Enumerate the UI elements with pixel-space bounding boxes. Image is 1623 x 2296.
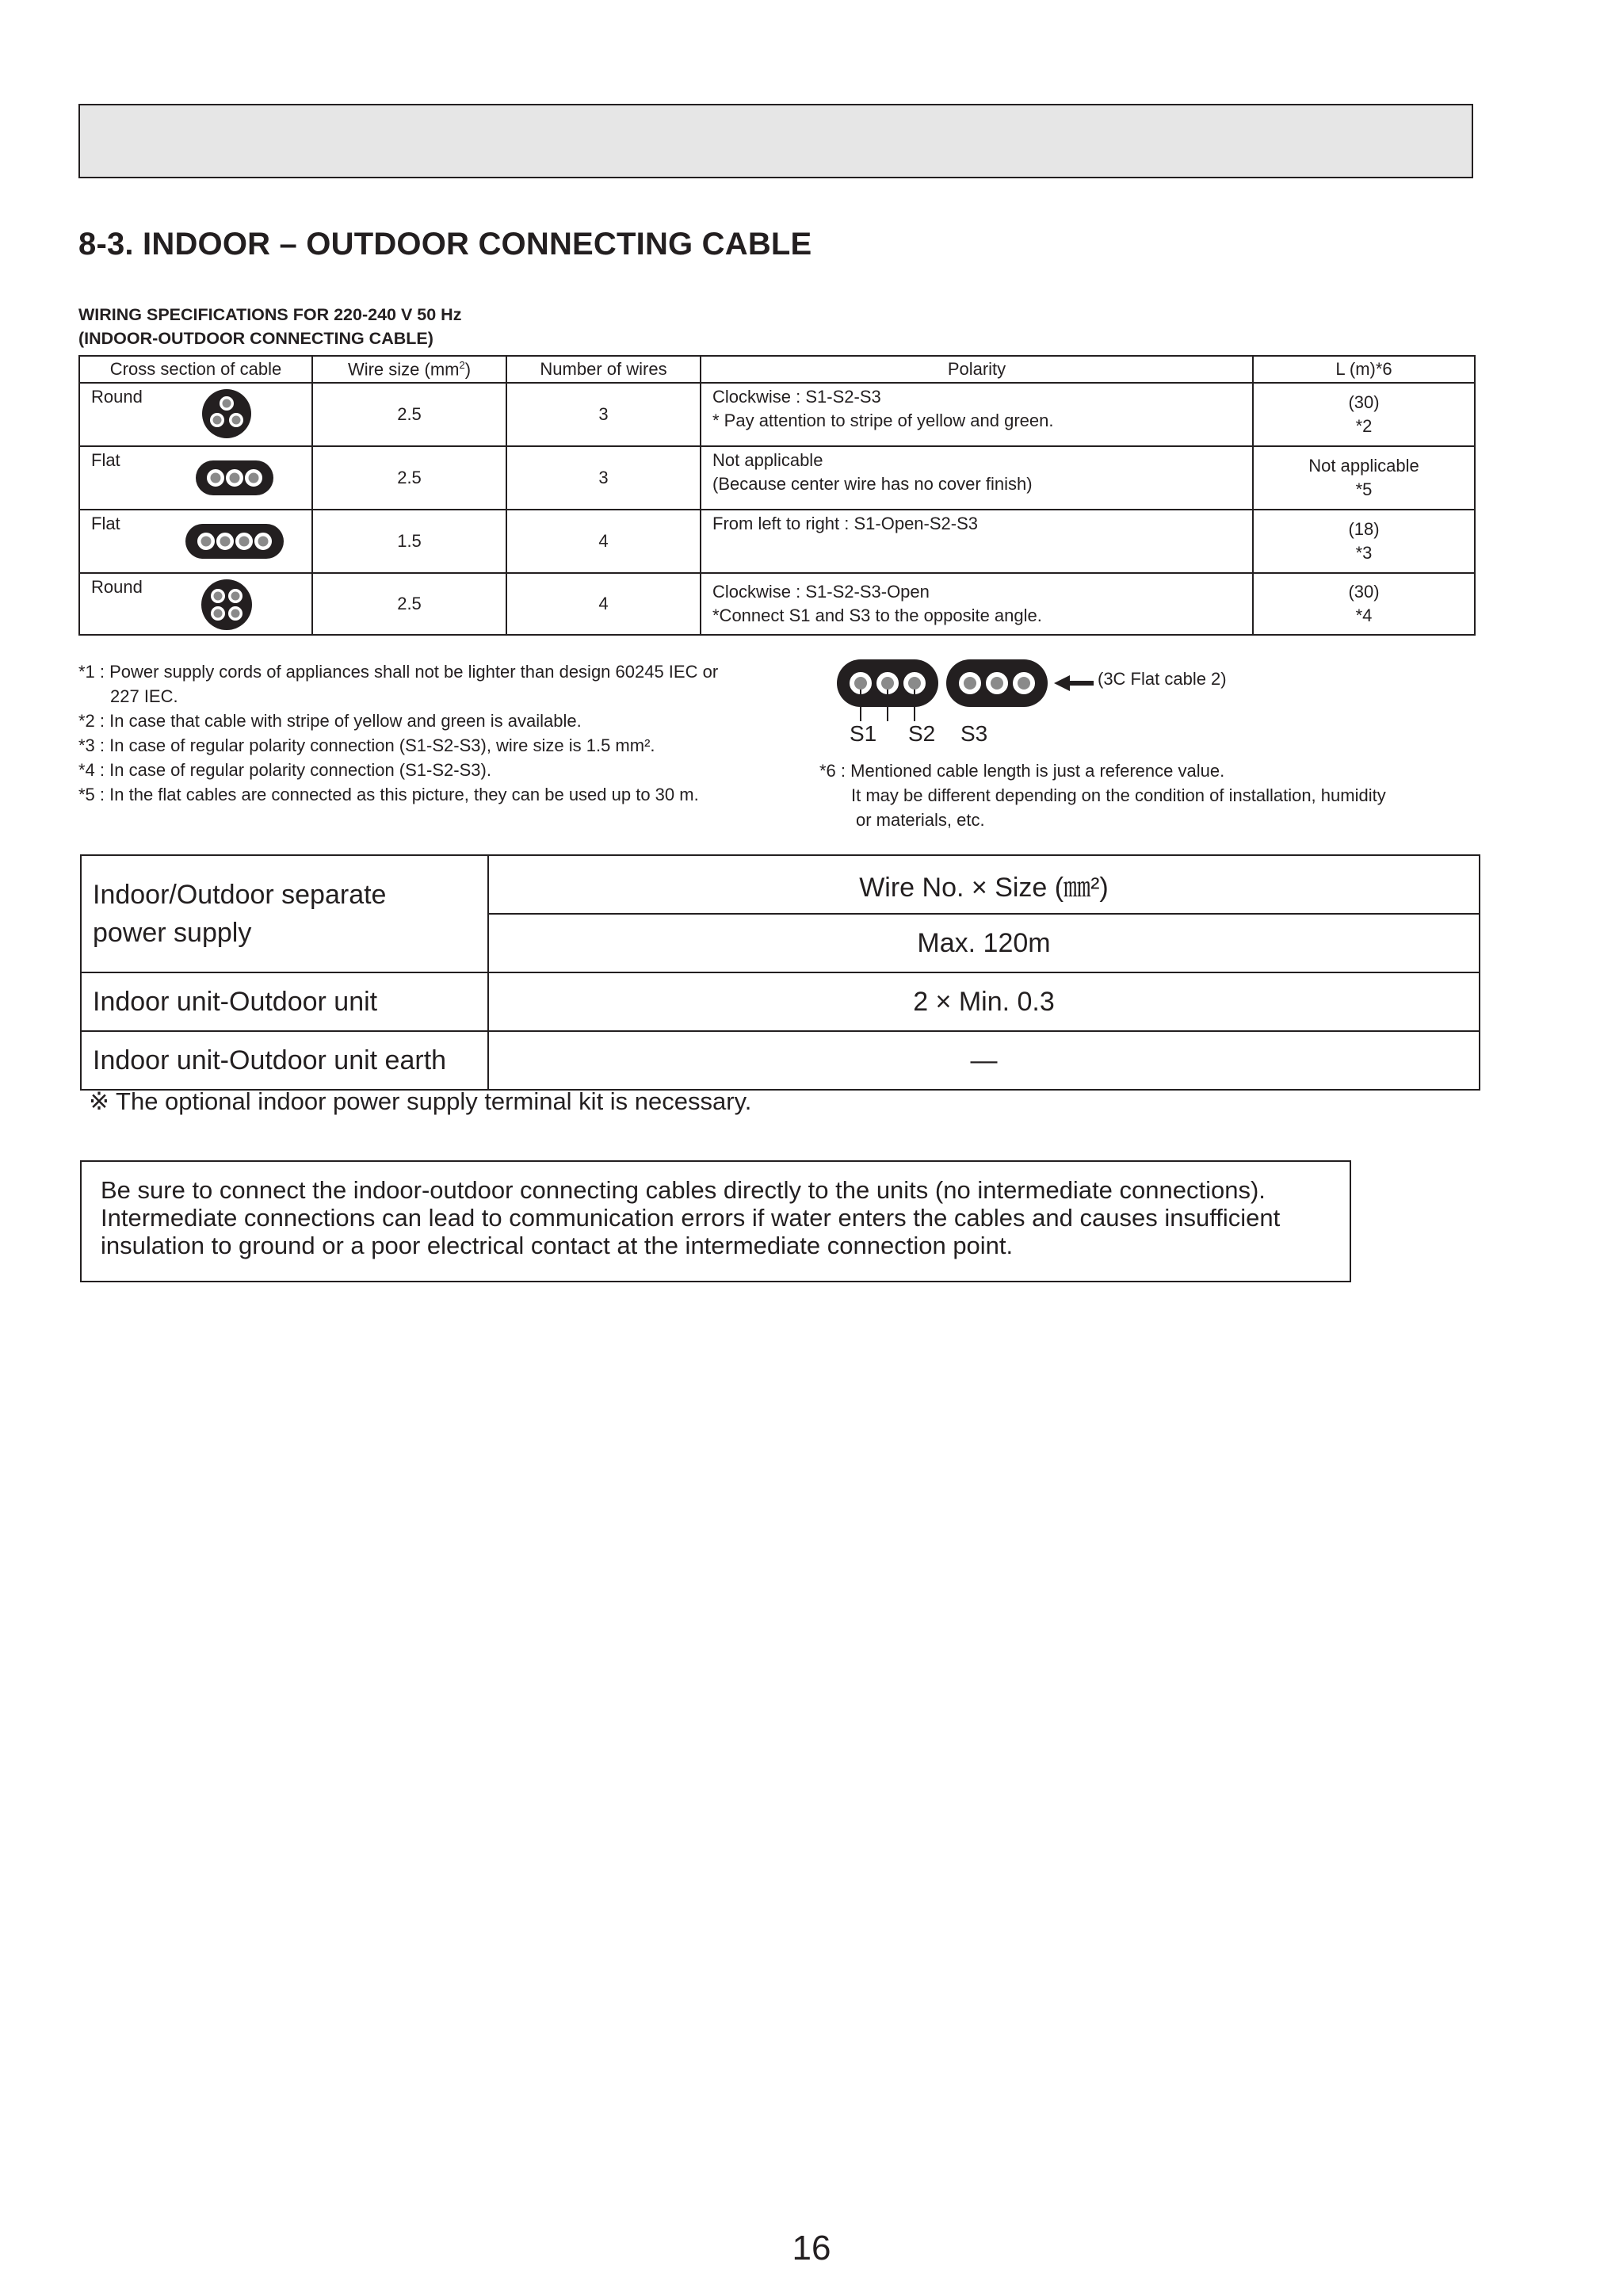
length-cell: [1253, 383, 1475, 446]
wire-size-header: Wire No. × Size (㎜²): [488, 855, 1480, 914]
table-row: [79, 383, 1475, 446]
header-bar: [78, 104, 1473, 178]
header-length: L (m)*6: [1253, 356, 1475, 383]
arrow-left-icon: [1054, 675, 1094, 691]
round-3-core-cable-icon: [200, 388, 253, 439]
terminal-s2-label: S2: [908, 721, 936, 746]
page-number: 16: [792, 2229, 831, 2267]
note-1-cont: 227 IEC.: [110, 686, 178, 706]
flat-3-core-cable-icon: [195, 460, 274, 496]
header-wire-size-sup: 2: [459, 358, 465, 371]
notice-line1: Be sure to connect the indoor-outdoor connecting cables directly to the units (no intermediate connections).: [101, 1176, 1266, 1204]
cable-type-label: Flat: [91, 450, 120, 470]
cable-type-label: Round: [91, 387, 143, 407]
polarity-line1: Clockwise : S1-S2-S3: [712, 387, 881, 407]
polarity-cell: [701, 510, 1253, 573]
table-row: [81, 855, 1480, 914]
footnotes-right: [819, 758, 1469, 832]
header-wire-size: [312, 356, 506, 383]
polarity-cell: [701, 446, 1253, 510]
earth-value: —: [488, 1031, 1480, 1090]
flat-cable-label: (3C Flat cable 2): [1098, 669, 1227, 689]
header-polarity: Polarity: [701, 356, 1253, 383]
wire-size-cell: 2.5: [312, 446, 506, 510]
earth-label: Indoor unit-Outdoor unit earth: [81, 1031, 488, 1090]
num-wires-cell: 3: [506, 383, 701, 446]
num-wires-cell: 4: [506, 573, 701, 635]
max-length-value: Max. 120m: [488, 914, 1480, 972]
cross-section-cell: [79, 510, 312, 573]
flat-cable-right-icon: [946, 659, 1048, 707]
length-note: *2: [1355, 416, 1373, 436]
note-6-cont-2: or materials, etc.: [856, 810, 985, 830]
power-supply-table: [80, 854, 1480, 1091]
polarity-line2: * Pay attention to stripe of yellow and green.: [712, 411, 1054, 430]
flat-4-core-cable-icon: [185, 523, 285, 560]
header-wire-size-suffix: ): [464, 359, 472, 380]
num-wires-cell: 3: [506, 446, 701, 510]
optional-kit-note: ※ The optional indoor power supply terminal kit is necessary.: [89, 1087, 752, 1115]
polarity-cell: [701, 383, 1253, 446]
notice-line3: insulation to ground or a poor electrical contact at the intermediate connection point.: [101, 1232, 1014, 1259]
round-4-core-cable-icon: [200, 579, 253, 631]
cable-type-label: Flat: [91, 514, 120, 533]
note-6: *6 : Mentioned cable length is just a reference value.: [819, 761, 1225, 781]
spec-heading-line1: WIRING SPECIFICATIONS FOR 220-240 V 50 Hz: [78, 305, 462, 324]
polarity-line2: *Connect S1 and S3 to the opposite angle.: [712, 606, 1042, 625]
polarity-line1: Clockwise : S1-S2-S3-Open: [712, 582, 930, 602]
note-2: *2 : In case that cable with stripe of yellow and green is available.: [78, 711, 582, 731]
note-3: *3 : In case of regular polarity connection (S1-S2-S3), wire size is 1.5 mm².: [78, 735, 655, 755]
cross-section-cell: [79, 573, 312, 635]
header-number-of-wires: Number of wires: [506, 356, 701, 383]
note-6-cont-1: It may be different depending on the condition of installation, humidity: [851, 785, 1386, 805]
header-cross-section: Cross section of cable: [79, 356, 312, 383]
length-value: (18): [1348, 519, 1380, 539]
separate-supply-label: [81, 855, 488, 972]
separate-supply-line2: power supply: [93, 918, 252, 948]
cable-type-label: Round: [91, 577, 143, 597]
length-value: Not applicable: [1308, 456, 1419, 476]
cross-section-cell: [79, 446, 312, 510]
table-row: [79, 446, 1475, 510]
num-wires-cell: 4: [506, 510, 701, 573]
separate-supply-line1: Indoor/Outdoor separate: [93, 880, 387, 910]
length-value: (30): [1348, 392, 1380, 412]
length-note: *5: [1355, 479, 1373, 499]
notice-box: [80, 1160, 1351, 1282]
note-1: *1 : Power supply cords of appliances shall not be lighter than design 60245 IEC or: [78, 662, 719, 682]
note-5: *5 : In the flat cables are connected as this picture, they can be used up to 30 m.: [78, 785, 699, 804]
note-4: *4 : In case of regular polarity connection (S1-S2-S3).: [78, 760, 491, 780]
section-title: 8-3. INDOOR – OUTDOOR CONNECTING CABLE: [78, 227, 812, 262]
polarity-line2: (Because center wire has no cover finish): [712, 474, 1033, 494]
header-wire-size-prefix: Wire size (mm: [347, 359, 460, 380]
length-cell: [1253, 573, 1475, 635]
flat-cable-connection-diagram: [835, 658, 1097, 721]
table-row: [81, 972, 1480, 1031]
footnotes-left: [78, 659, 808, 807]
wiring-spec-table: [78, 355, 1476, 636]
wire-size-cell: 1.5: [312, 510, 506, 573]
polarity-line1: From left to right : S1-Open-S2-S3: [712, 514, 979, 533]
length-cell: [1253, 510, 1475, 573]
spec-heading-line2: (INDOOR-OUTDOOR CONNECTING CABLE): [78, 329, 433, 348]
indoor-outdoor-label: Indoor unit-Outdoor unit: [81, 972, 488, 1031]
wire-size-cell: 2.5: [312, 383, 506, 446]
notice-line2: Intermediate connections can lead to communication errors if water enters the cables and causes insufficient: [101, 1204, 1281, 1232]
polarity-line1: Not applicable: [712, 450, 823, 470]
table-row: [81, 1031, 1480, 1090]
length-note: *3: [1355, 543, 1373, 563]
indoor-outdoor-value: 2 × Min. 0.3: [488, 972, 1480, 1031]
length-value: (30): [1348, 582, 1380, 602]
table-row: [79, 510, 1475, 573]
length-cell: [1253, 446, 1475, 510]
polarity-cell: [701, 573, 1253, 635]
terminal-s1-label: S1: [850, 721, 877, 746]
terminal-s3-label: S3: [960, 721, 988, 746]
table-row: [79, 573, 1475, 635]
length-note: *4: [1355, 606, 1373, 625]
spec-table-header-row: [79, 356, 1475, 383]
wire-size-cell: 2.5: [312, 573, 506, 635]
wiring-spec-heading: [78, 303, 461, 350]
cross-section-cell: [79, 383, 312, 446]
